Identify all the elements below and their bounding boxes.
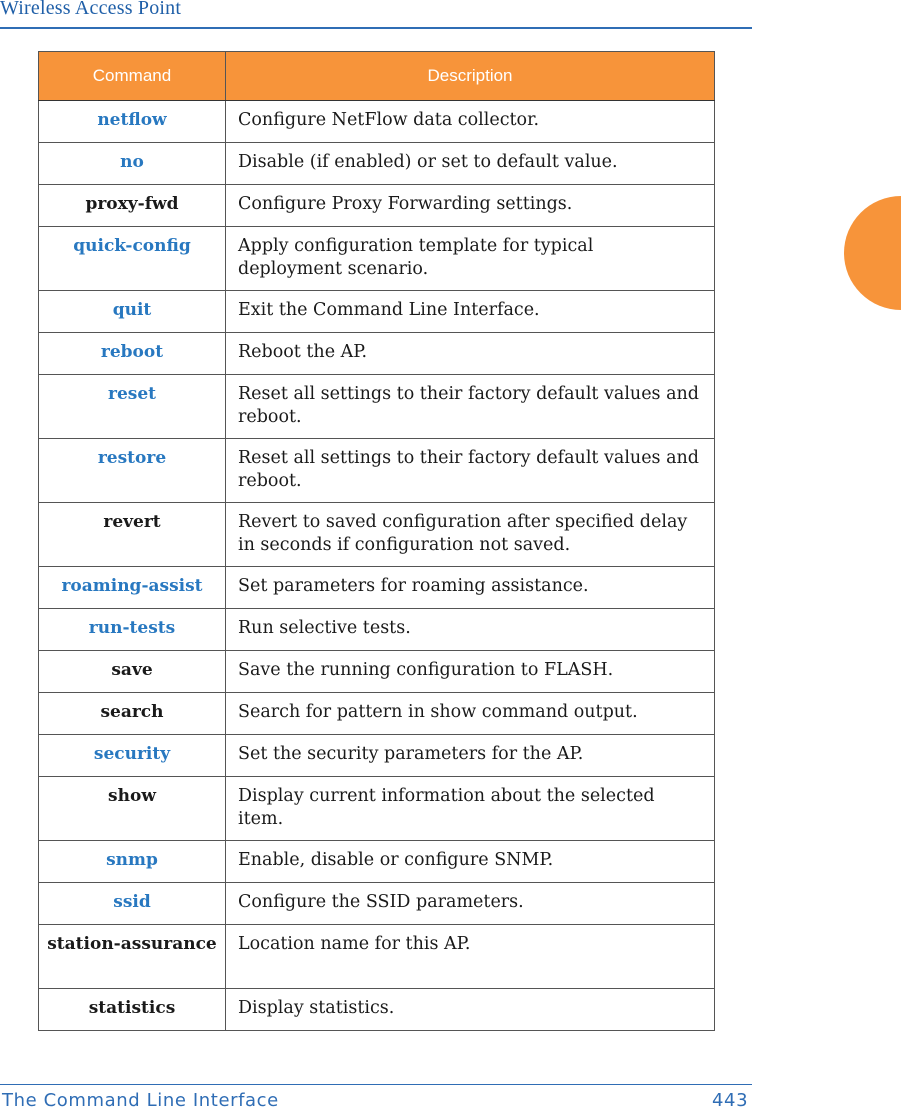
command-description: Run selective tests. (226, 609, 715, 651)
table-header-row (39, 52, 715, 101)
command-name: statistics (39, 989, 226, 1031)
page-header-title: Wireless Access Point (0, 0, 182, 19)
command-description: Reset all settings to their factory default values and reboot. (226, 439, 715, 503)
command-description: Configure the SSID parameters. (226, 883, 715, 925)
table-row (39, 841, 715, 883)
command-description: Reset all settings to their factory default values and reboot. (226, 375, 715, 439)
table-row (39, 777, 715, 841)
table-row (39, 375, 715, 439)
command-description: Exit the Command Line Interface. (226, 291, 715, 333)
command-description: Save the running configuration to FLASH. (226, 651, 715, 693)
command-description: Display current information about the selected item. (226, 777, 715, 841)
table-row (39, 693, 715, 735)
command-name[interactable]: ssid (39, 883, 226, 925)
command-description: Enable, disable or configure SNMP. (226, 841, 715, 883)
table-row (39, 567, 715, 609)
table-row (39, 185, 715, 227)
command-name[interactable]: security (39, 735, 226, 777)
command-description: Disable (if enabled) or set to default value. (226, 143, 715, 185)
table-row (39, 143, 715, 185)
command-name: save (39, 651, 226, 693)
column-header-command: Command (39, 52, 226, 101)
command-description: Location name for this AP. (226, 925, 715, 989)
command-name: proxy-fwd (39, 185, 226, 227)
table-row (39, 925, 715, 989)
footer-section-title: The Command Line Interface (2, 1090, 279, 1111)
command-name[interactable]: roaming-assist (39, 567, 226, 609)
command-name: station-assurance (39, 925, 226, 989)
command-name[interactable]: quick-config (39, 227, 226, 291)
header-divider (0, 27, 752, 29)
footer-divider (0, 1084, 752, 1085)
command-description: Configure Proxy Forwarding settings. (226, 185, 715, 227)
command-description: Set the security parameters for the AP. (226, 735, 715, 777)
command-name: revert (39, 503, 226, 567)
command-description: Reboot the AP. (226, 333, 715, 375)
command-description: Display statistics. (226, 989, 715, 1031)
table-row (39, 227, 715, 291)
command-name[interactable]: run-tests (39, 609, 226, 651)
column-header-description: Description (226, 52, 715, 101)
page-number: 443 (712, 1090, 749, 1111)
table-row (39, 101, 715, 143)
table-row (39, 333, 715, 375)
table-row (39, 439, 715, 503)
command-name[interactable]: no (39, 143, 226, 185)
command-name: show (39, 777, 226, 841)
table-row (39, 651, 715, 693)
command-description: Set parameters for roaming assistance. (226, 567, 715, 609)
command-description: Configure NetFlow data collector. (226, 101, 715, 143)
table-row (39, 735, 715, 777)
command-description: Search for pattern in show command output. (226, 693, 715, 735)
table-row (39, 989, 715, 1031)
command-name[interactable]: snmp (39, 841, 226, 883)
chapter-tab-marker (844, 196, 901, 310)
command-name[interactable]: restore (39, 439, 226, 503)
command-name[interactable]: quit (39, 291, 226, 333)
command-name[interactable]: reset (39, 375, 226, 439)
table-row (39, 883, 715, 925)
command-table (38, 51, 715, 1031)
command-name[interactable]: netflow (39, 101, 226, 143)
command-name: search (39, 693, 226, 735)
command-description: Apply configuration template for typical deployment scenario. (226, 227, 715, 291)
table-row (39, 291, 715, 333)
command-description: Revert to saved configuration after specified delay in seconds if configuration not saved. (226, 503, 715, 567)
table-row (39, 503, 715, 567)
command-name[interactable]: reboot (39, 333, 226, 375)
table-row (39, 609, 715, 651)
